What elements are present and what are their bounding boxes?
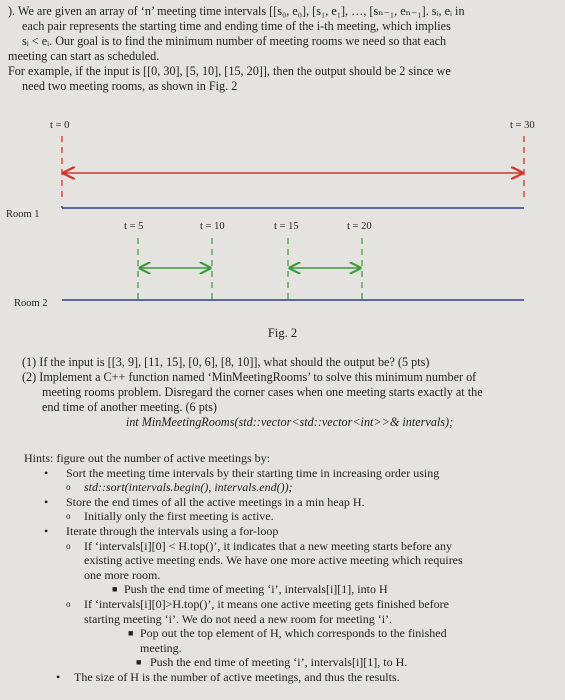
hint-case-finished-cont — [22, 612, 557, 627]
label-t5: t = 5 — [124, 221, 144, 232]
hints-list — [22, 466, 557, 685]
room1-label: Room 1 — [6, 209, 40, 220]
hint-text: Push the end time of meeting ‘i’, intervals[i][1], to H. — [150, 655, 408, 670]
intro-line-5: For example, if the input is [[0, 30], [5, 10], [15, 20]], then the output should be 2 since we — [8, 64, 451, 78]
hint-case-finished-push — [22, 655, 557, 670]
hints — [22, 451, 557, 685]
square-bullet-icon: ■ — [128, 628, 134, 639]
hint-text: Store the end times of all the active meetings in a min heap H. — [66, 494, 365, 509]
hint-case-finished-pop — [22, 626, 557, 641]
bullet-icon: • — [56, 669, 61, 684]
hints-title: Hints: figure out the number of active meetings by: — [24, 451, 270, 465]
questions — [22, 355, 557, 430]
hint-text: Push the end time of meeting ‘i’, intervals[i][1], into H — [124, 582, 388, 597]
hint-text: Pop out the top element of H, which corresponds to the finished — [140, 626, 447, 641]
circle-bullet-icon: o — [66, 511, 71, 522]
hint-case-finished — [22, 597, 557, 612]
hint-heap — [22, 495, 557, 510]
question-2-cont: end time of another meeting. (6 pts) — [42, 400, 217, 414]
hint-case-finished-pop-cont — [22, 641, 557, 656]
intro-line-6: need two meeting rooms, as shown in Fig. 2 — [22, 79, 238, 93]
square-bullet-icon: ■ — [136, 657, 142, 668]
hint-text: meeting. — [140, 640, 182, 655]
hint-heap-init — [22, 509, 557, 524]
intro-line-3: sᵢ < eᵢ. Our goal is to find the minimum number of meeting rooms we need so that each — [22, 34, 447, 48]
hint-case-new-cont — [22, 553, 557, 568]
bullet-icon: • — [44, 494, 49, 509]
label-t10: t = 10 — [200, 221, 225, 232]
hint-text: The size of H is the number of active meetings, and thus the results. — [74, 669, 400, 684]
circle-bullet-icon: o — [66, 540, 71, 551]
hint-text: starting meeting ‘i’. We do not need a new room for meeting ‘i’. — [84, 611, 393, 626]
room2-label: Room 2 — [14, 298, 48, 309]
hint-text: existing active meeting ends. We have one more active meeting which requires — [84, 553, 463, 568]
hint-text: Sort the meeting time intervals by their starting time in increasing order using — [66, 465, 440, 480]
label-t30: t = 30 — [510, 120, 535, 131]
figure-caption: Fig. 2 — [267, 326, 298, 340]
hint-iterate — [22, 524, 557, 539]
intro-line-2: each pair represents the starting time and ending time of the i-th meeting, which implies — [22, 19, 451, 33]
hint-sort-code — [22, 480, 557, 495]
meeting-rooms-diagram — [0, 118, 565, 318]
intro-line-1: ). We are given an array of ‘n’ meeting time intervals [[s₀, e₀], [s₁, e₁], …, [sₙ₋₁, eₙ₋₁]. sᵢ, eᵢ in — [8, 4, 465, 18]
circle-bullet-icon: o — [66, 482, 71, 493]
label-t15: t = 15 — [274, 221, 299, 232]
question-1: (1) If the input is [[3, 9], [11, 15], [0, 6], [8, 10]], what should the output be? (5 pts) — [22, 355, 430, 369]
label-t0: t = 0 — [50, 120, 70, 131]
hint-text: Iterate through the intervals using a for-loop — [66, 523, 279, 538]
hint-text: Initially only the first meeting is active. — [84, 509, 274, 524]
circle-bullet-icon: o — [66, 598, 71, 609]
hint-text: one more room. — [84, 567, 161, 582]
problem-intro — [8, 4, 560, 94]
square-bullet-icon: ■ — [112, 584, 118, 595]
hint-sort — [22, 466, 557, 481]
hint-case-new-cont — [22, 568, 557, 583]
question-2: (2) Implement a C++ function named ‘MinMeetingRooms’ to solve this minimum number of — [22, 370, 477, 384]
function-signature: int MinMeetingRooms(std::vector<std::vector<int>>& intervals); — [125, 415, 454, 429]
hint-text: std::sort(intervals.begin(), intervals.end()); — [84, 480, 293, 495]
hint-case-new — [22, 539, 557, 554]
hint-case-new-push — [22, 582, 557, 597]
intro-line-4: meeting can start as scheduled. — [8, 49, 160, 63]
question-2-cont: meeting rooms problem. Disregard the corner cases when one meeting starts exactly at the — [42, 385, 483, 399]
hint-text: If ‘intervals[i][0]>H.top()’, it means one active meeting gets finished before — [84, 596, 449, 611]
bullet-icon: • — [44, 523, 49, 538]
hint-text: If ‘intervals[i][0] < H.top()’, it indicates that a new meeting starts before any — [84, 538, 452, 553]
label-t20: t = 20 — [347, 221, 372, 232]
hint-result — [22, 670, 557, 685]
bullet-icon: • — [44, 465, 49, 480]
